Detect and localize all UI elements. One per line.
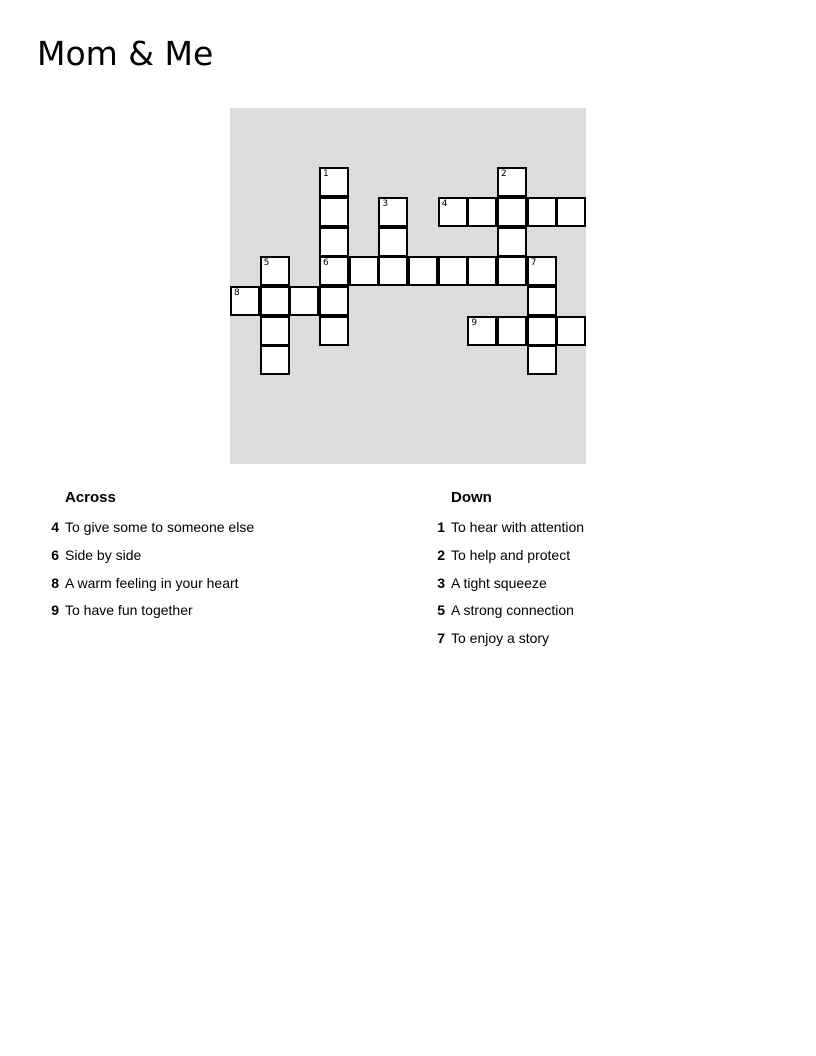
grid-cell[interactable] — [527, 197, 557, 227]
grid-cell[interactable] — [497, 227, 527, 257]
grid-cell[interactable] — [556, 197, 586, 227]
grid-cell[interactable] — [319, 197, 349, 227]
grid-cell[interactable] — [408, 256, 438, 286]
down-clue — [426, 546, 584, 574]
grid-cell[interactable] — [497, 167, 527, 197]
grid-cell[interactable] — [260, 286, 290, 316]
across-clue — [40, 601, 254, 629]
clue-number: 3 — [437, 574, 445, 591]
grid-cell[interactable] — [319, 286, 349, 316]
grid-cell[interactable] — [556, 316, 586, 346]
across-heading: Across — [65, 489, 116, 506]
clue-number: 3 — [382, 199, 389, 209]
grid-cell[interactable] — [467, 197, 497, 227]
grid-cell[interactable] — [349, 256, 379, 286]
across-clue — [40, 574, 254, 602]
clue-number: 8 — [51, 574, 59, 591]
clue-number: 7 — [530, 258, 537, 269]
clue-text: To help and protect — [451, 546, 571, 563]
clue-number: 2 — [501, 169, 507, 180]
grid-cell[interactable] — [497, 316, 527, 346]
clue-number: 1 — [437, 519, 445, 535]
down-heading: Down — [451, 489, 492, 506]
clue-text: To have fun together — [65, 602, 193, 619]
clue-text: To give some to someone else — [65, 519, 255, 535]
clue-number: 4 — [441, 199, 448, 209]
clue-text: A tight squeeze — [451, 574, 547, 591]
down-clue — [426, 601, 584, 629]
grid-cell[interactable] — [260, 316, 290, 346]
grid-cell[interactable] — [438, 197, 468, 227]
grid-cell[interactable] — [527, 345, 557, 375]
clue-number: 5 — [263, 258, 270, 269]
clue-text: To hear with attention — [451, 519, 585, 535]
grid-cell[interactable] — [467, 316, 497, 346]
grid-cell[interactable] — [319, 256, 349, 286]
clue-text: A strong connection — [451, 602, 574, 619]
grid-cell[interactable] — [467, 256, 497, 286]
grid-cell[interactable] — [289, 286, 319, 316]
clue-number: 8 — [234, 288, 240, 299]
clue-number: 6 — [51, 546, 59, 563]
clue-number: 6 — [323, 258, 329, 269]
grid-cell[interactable] — [378, 256, 408, 286]
crossword-grid — [230, 108, 586, 464]
clue-number: 1 — [323, 169, 329, 180]
down-clue — [426, 629, 584, 657]
grid-cell[interactable] — [260, 256, 290, 286]
down-clue — [426, 518, 584, 546]
clue-number: 4 — [51, 519, 59, 535]
grid-cell[interactable] — [497, 197, 527, 227]
clue-number: 2 — [437, 546, 445, 563]
grid-cell[interactable] — [497, 256, 527, 286]
clue-text: A warm feeling in your heart — [65, 574, 239, 591]
page-title: Mom & Me — [37, 34, 214, 73]
grid-cell[interactable] — [527, 256, 557, 286]
across-clue — [40, 546, 254, 574]
clue-number: 7 — [437, 630, 445, 647]
grid-cell[interactable] — [438, 256, 468, 286]
across-clue — [40, 518, 254, 546]
grid-cell[interactable] — [319, 316, 349, 346]
grid-cell[interactable] — [378, 197, 408, 227]
across-clues — [40, 488, 254, 629]
grid-cell[interactable] — [230, 286, 260, 316]
down-clues — [426, 488, 584, 657]
clue-number: 9 — [471, 317, 478, 328]
clue-number: 9 — [51, 602, 59, 619]
grid-cell[interactable] — [527, 286, 557, 316]
down-clue — [426, 574, 584, 602]
clue-text: To enjoy a story — [451, 630, 550, 647]
grid-cell[interactable] — [319, 167, 349, 197]
clue-text: Side by side — [65, 546, 142, 563]
grid-cell[interactable] — [319, 227, 349, 257]
grid-cell[interactable] — [378, 227, 408, 257]
grid-cell[interactable] — [260, 345, 290, 375]
clue-number: 5 — [437, 602, 445, 619]
grid-cell[interactable] — [527, 316, 557, 346]
